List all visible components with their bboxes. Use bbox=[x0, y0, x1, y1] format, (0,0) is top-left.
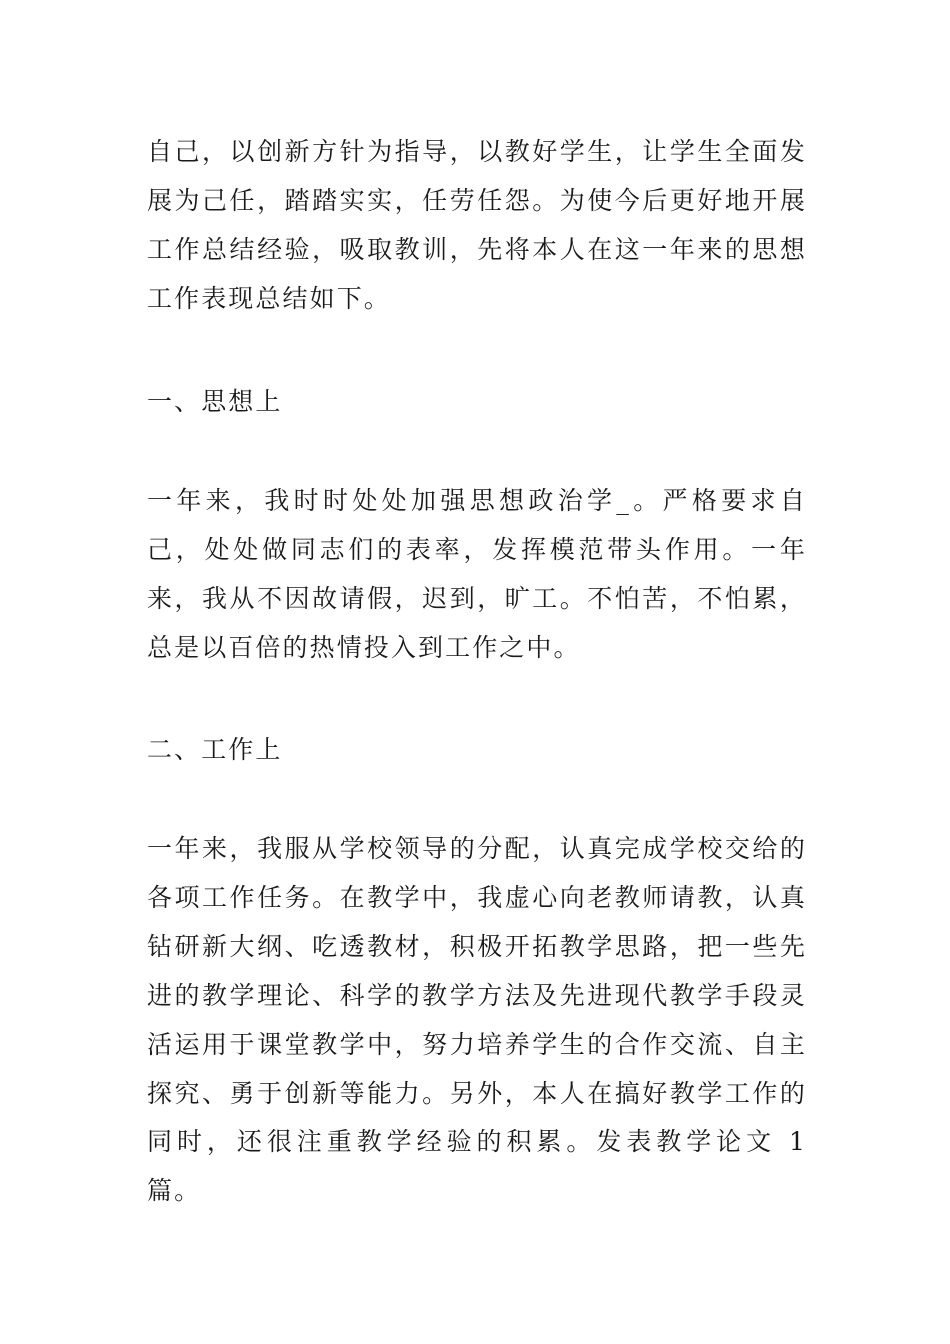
thought-paragraph: 一年来，我时时处处加强思想政治学_。严格要求自己，处处做同志们的表率，发挥模范带头作用。一年来，我从不因故请假，迟到，旷工。不怕苦，不怕累，总是以百倍的热情投入到工作之中。 bbox=[147, 486, 807, 662]
section-heading-work: 二、工作上 bbox=[147, 735, 283, 764]
section-heading-thought: 一、思想上 bbox=[147, 387, 283, 416]
work-paragraph: 一年来，我服从学校领导的分配，认真完成学校交给的各项工作任务。在教学中，我虚心向老教师请教，认真钻研新大纲、吃透教材，积极开拓教学思路，把一些先进的教学理论、科学的教学方法及先进现代教学手段灵活运用于课堂教学中，努力培养学生的合作交流、自主探究、勇于创新等能力。另外，本人在搞好教学工作的同时，还很注重教学经验的积累。发表教学论文 1 篇。 bbox=[147, 834, 807, 1206]
intro-paragraph: 自己，以创新方针为指导，以教好学生，让学生全面发展为己任，踏踏实实，任劳任怨。为使今后更好地开展工作总结经验，吸取教训，先将本人在这一年来的思想工作表现总结如下。 bbox=[147, 137, 807, 313]
